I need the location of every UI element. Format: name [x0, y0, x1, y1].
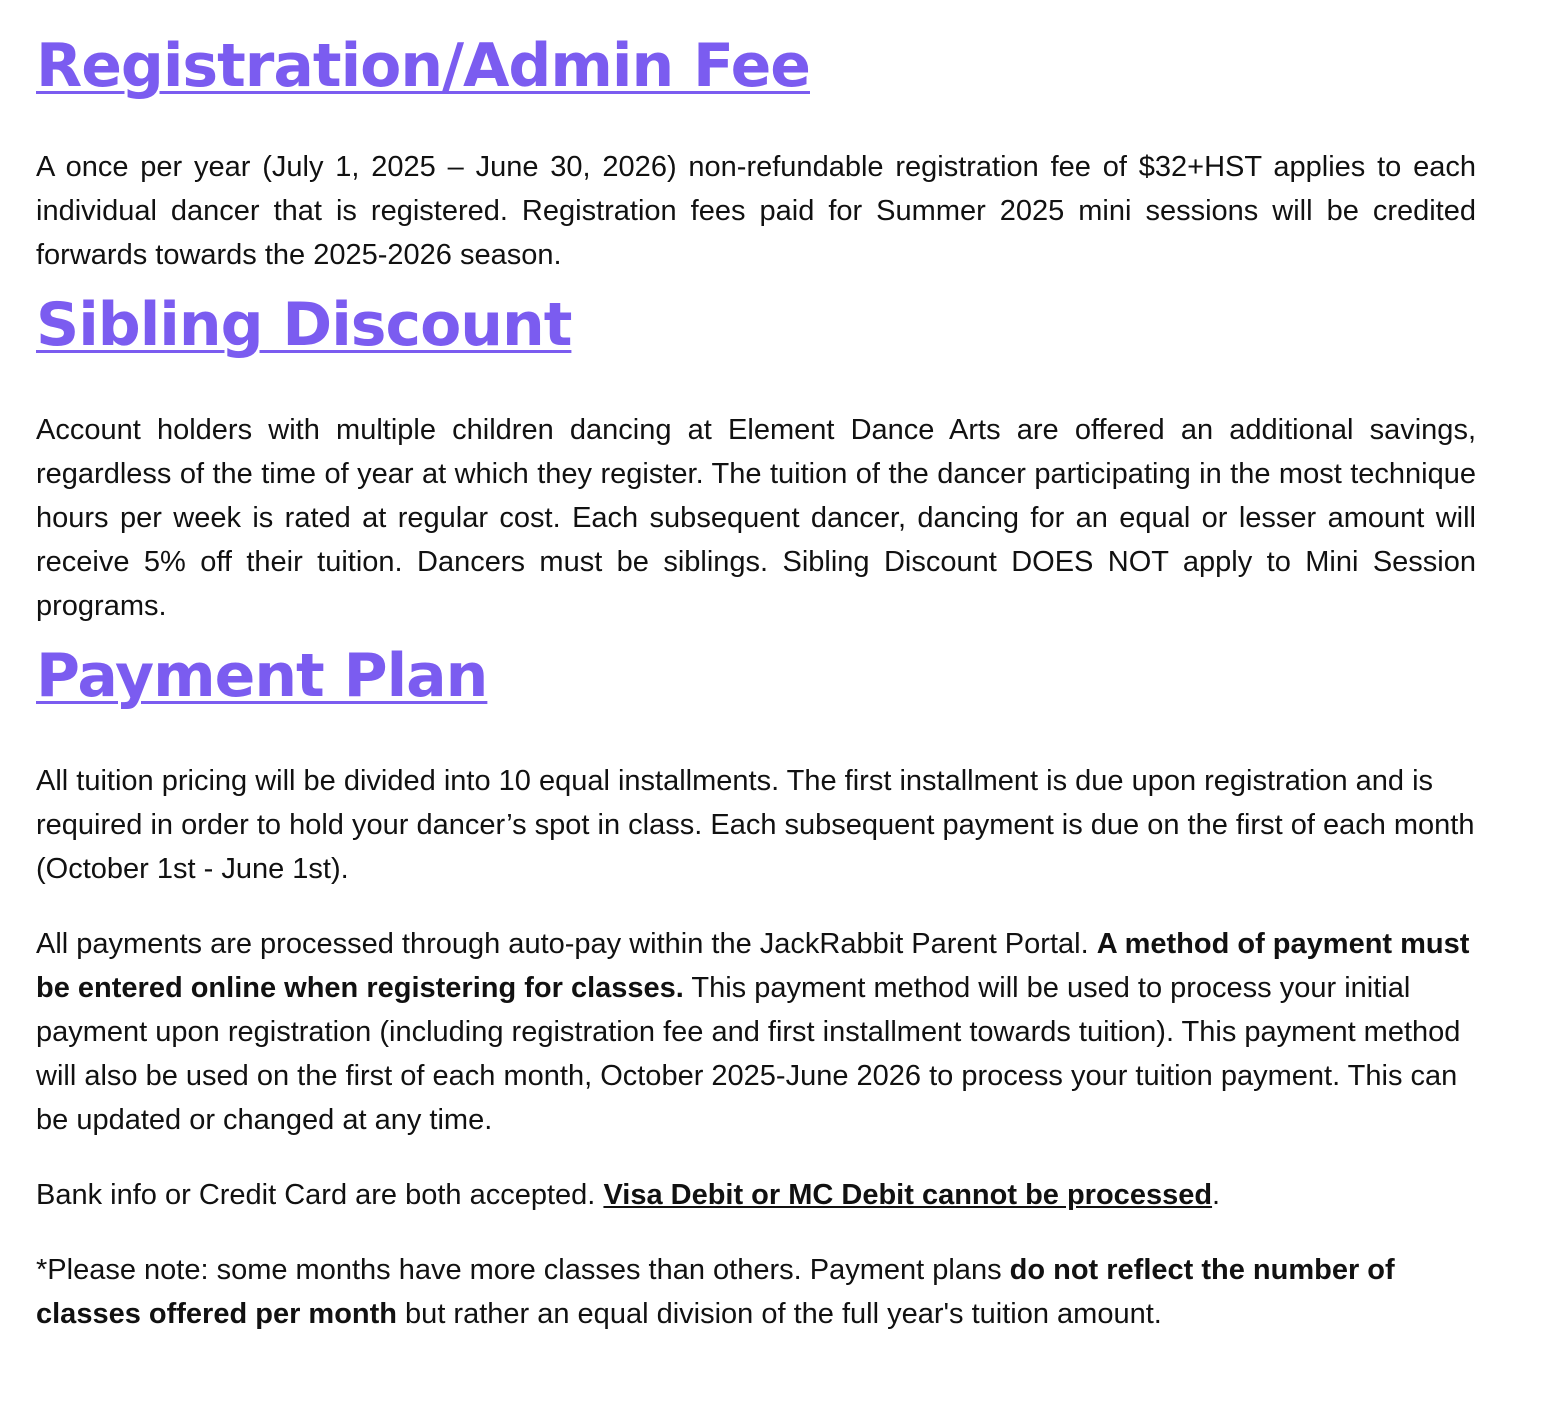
payment-plan-heading: Payment Plan: [36, 641, 488, 711]
payment-installments-paragraph: All tuition pricing will be divided into 10 equal installments. The first installment is due upon registration and is required in order to hold your dancer’s spot in class. Each subsequent payment is due on the first of each month (October 1st - June 1st).: [36, 765, 1475, 885]
registration-heading: Registration/Admin Fee: [36, 31, 810, 101]
note-text-end: but rather an equal division of the full year's tuition amount.: [397, 1298, 1162, 1330]
sibling-discount-body: Account holders with multiple children dancing at Element Dance Arts are offered an additional savings, regardless of the time of year at which they register. The tuition of the dancer participating in the most technique hours per week is rated at regular cost. Each subsequent dancer, dancing for an equal or lesser amount will receive 5% off their tuition. Dancers must be siblings. Sibling Discount DOES NOT apply to Mini Session programs.: [36, 414, 1476, 622]
note-text-start: *Please note: some months have more classes than others. Payment plans: [36, 1254, 1010, 1286]
autopay-text-end: This payment method will be used to process your initial payment upon registration (including registration fee and first installment towards tuition). This payment method will also be used on the first of each month, October 2025-June 2026 to process your tuition payment. This can be updated or changed at any time.: [36, 972, 1461, 1136]
document-page: [36, 24, 1476, 1336]
debit-warning: Visa Debit or MC Debit cannot be processed: [603, 1179, 1213, 1211]
payment-methods-paragraph: [36, 1173, 1476, 1217]
methods-text-start: Bank info or Credit Card are both accepted.: [36, 1179, 604, 1211]
autopay-bold-notice: A method of payment must be entered online when registering for classes.: [36, 928, 1470, 1004]
note-bold: do not reflect the number of classes offered per month: [36, 1254, 1395, 1330]
sibling-discount-heading: Sibling Discount: [36, 290, 572, 360]
payment-note-paragraph: [36, 1248, 1476, 1336]
payment-autopay-paragraph: [36, 922, 1476, 1142]
autopay-text-start: All payments are processed through auto-pay within the JackRabbit Parent Portal.: [36, 928, 1097, 960]
methods-text-end: .: [1212, 1179, 1221, 1211]
registration-body: A once per year (July 1, 2025 – June 30, 2026) non-refundable registration fee of $32+HST applies to each individual dancer that is registered. Registration fees paid for Summer 2025 mini sessions will be credited forwards towards the 2025-2026 season.: [36, 151, 1476, 271]
